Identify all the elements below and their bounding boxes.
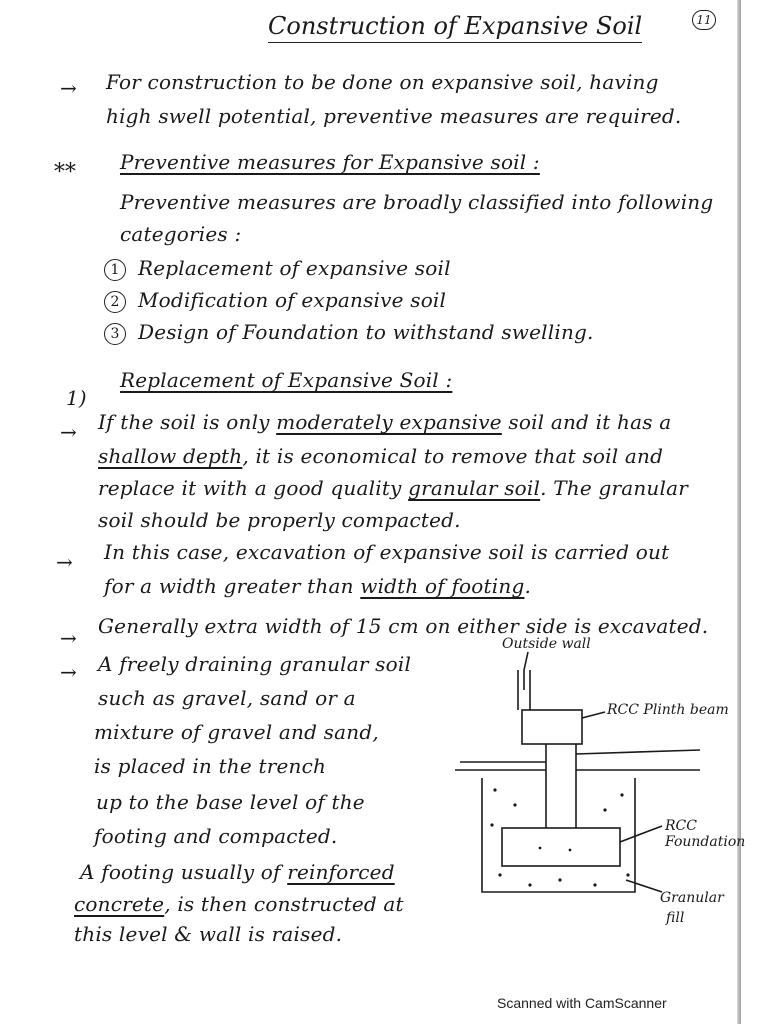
label-outside-wall: Outside wall: [502, 636, 591, 652]
category-text: Design of Foundation to withstand swelling.: [138, 320, 594, 344]
underlined-term: width of footing: [360, 574, 525, 598]
leader-line: [524, 652, 528, 670]
category-item-2: [104, 288, 446, 313]
para5-line-3: this level & wall is raised.: [74, 922, 343, 946]
underlined-term: moderately expansive: [276, 410, 502, 434]
arrow-bullet: →: [60, 660, 77, 684]
double-star-marker: **: [54, 160, 76, 185]
gravel-dot: [528, 883, 531, 886]
label-foundation-line-1: RCC: [665, 818, 697, 834]
gravel-dot: [603, 808, 606, 811]
para4-line-1: A freely draining granular soil: [98, 652, 412, 676]
page-title: Construction of Expansive Soil: [268, 12, 642, 43]
section-heading: Preventive measures for Expansive soil :: [120, 150, 540, 174]
gravel-dot: [493, 788, 496, 791]
para5-line-1: [80, 860, 395, 884]
para1-line-2: [98, 444, 663, 468]
arrow-bullet: →: [60, 626, 77, 650]
label-fill-line-1: Granular: [660, 890, 724, 906]
gravel-dot: [626, 873, 629, 876]
gravel-dot: [513, 803, 516, 806]
category-item-1: [104, 256, 451, 281]
category-text: Modification of expansive soil: [138, 288, 447, 312]
arrow-bullet: →: [56, 550, 73, 574]
para1-line-4: soil should be properly compacted.: [98, 508, 461, 532]
leader-line: [626, 880, 662, 892]
para4-line-6: footing and compacted.: [94, 824, 338, 848]
arrow-bullet: →: [60, 420, 77, 444]
page-number: 11: [692, 10, 716, 30]
scanner-footer: Scanned with CamScanner: [497, 995, 667, 1011]
gravel-dot: [539, 847, 542, 850]
gravel-dot: [620, 793, 623, 796]
sub-heading: Replacement of Expansive Soil :: [120, 368, 453, 392]
para1-line-1: [98, 410, 671, 434]
text-run: .: [524, 574, 532, 598]
para4-line-4: is placed in the trench: [94, 754, 327, 778]
intro-line-2: high swell potential, preventive measures are required.: [106, 104, 682, 128]
section-intro-line-1: Preventive measures are broadly classified into following: [120, 190, 714, 214]
plinth-beam-block: [522, 710, 582, 744]
underlined-term: concrete: [74, 892, 165, 916]
para4-line-2: such as gravel, sand or a: [98, 686, 356, 710]
para2-line-2: [104, 574, 531, 598]
plinth-extension: [576, 750, 700, 754]
text-run: A: [80, 860, 95, 884]
footing-block: [502, 828, 620, 866]
gravel-dot: [490, 823, 493, 826]
text-run: , it is economical to remove that soil and: [242, 444, 664, 468]
para4-line-5: up to the base level of the: [96, 790, 365, 814]
section-intro-line-2: categories :: [120, 222, 242, 246]
gravel-dot: [558, 878, 561, 881]
category-item-3: [104, 320, 594, 345]
text-run: soil and it has a: [508, 410, 672, 434]
leader-line: [582, 712, 605, 718]
text-run: If the soil is only: [98, 410, 270, 434]
page-edge: [737, 0, 741, 1024]
circled-number: 3: [104, 323, 126, 345]
text-run: for a width greater than: [104, 574, 354, 598]
gravel-dot: [569, 849, 572, 852]
leader-line: [620, 826, 662, 842]
trench-outline: [482, 778, 635, 892]
text-run: footing usually of: [101, 860, 281, 884]
gravel-dot: [593, 883, 596, 886]
underlined-term: shallow depth: [98, 444, 243, 468]
arrow-bullet: →: [60, 76, 77, 100]
label-fill-line-2: fill: [666, 910, 685, 926]
circled-number: 1: [104, 259, 126, 281]
intro-line-1: For construction to be done on expansive soil, having: [106, 70, 659, 94]
para3-line: Generally extra width of 15 cm on either side is excavated.: [98, 614, 709, 638]
label-plinth-beam: RCC Plinth beam: [607, 702, 729, 718]
text-run: replace it with a good quality: [98, 476, 402, 500]
label-foundation-line-2: Foundation: [665, 834, 746, 850]
text-run: . The granular: [540, 476, 688, 500]
underlined-term: reinforced: [287, 860, 395, 884]
para2-line-1: In this case, excavation of expansive soil is carried out: [104, 540, 670, 564]
para5-line-2: [74, 892, 404, 916]
category-text: Replacement of expansive soil: [138, 256, 451, 280]
para1-line-3: [98, 476, 688, 500]
para4-line-3: mixture of gravel and sand,: [94, 720, 379, 744]
underlined-term: granular soil: [408, 476, 541, 500]
sub-heading-number: 1): [66, 386, 87, 410]
text-run: , is then constructed at: [164, 892, 404, 916]
circled-number: 2: [104, 291, 126, 313]
gravel-dot: [498, 873, 501, 876]
